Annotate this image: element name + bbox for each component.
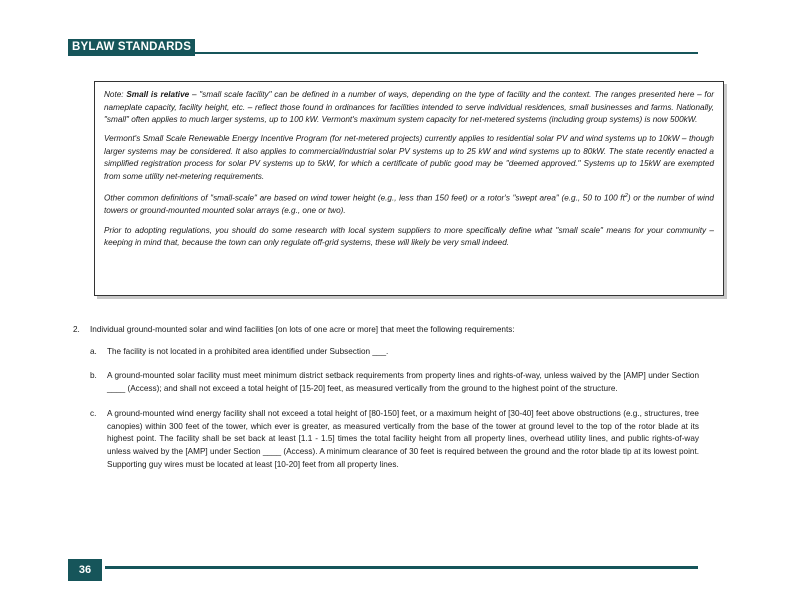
note-paragraph-1: Note: Small is relative – "small scale facility" can be defined in a number of ways, depending on the type of facility and the context. The ranges presented here – for nameplate capacity, facility height, etc. – reflect those found in ordinances for facilities intended to serve individual residences, small businesses and farms. Nationally, "small" often applies to much larger systems, up to 100 kW. Vermont's maximum system capacity for net-metered systems (including group systems) is now 500kW. bbox=[104, 90, 714, 125]
note-emphasis: Small is relative bbox=[126, 90, 190, 99]
subitem-c bbox=[90, 408, 699, 472]
subitem-letter: a. bbox=[90, 346, 97, 356]
subitem-letter: b. bbox=[90, 371, 97, 381]
note-box bbox=[94, 81, 724, 296]
requirements-list bbox=[73, 324, 699, 471]
subitem-b bbox=[90, 370, 699, 395]
list-item-text: Individual ground-mounted solar and wind facilities [on lots of one acre or more] that meet the following requirements: bbox=[90, 325, 515, 334]
subitem-text: The facility is not located in a prohibited area identified under Subsection ___. bbox=[107, 346, 389, 356]
subitem-letter: c. bbox=[90, 408, 97, 418]
footer-rule bbox=[105, 566, 698, 569]
note-paragraph-2: Vermont's Small Scale Renewable Energy Incentive Program (for net-metered projects) currently applies to residential solar PV and wind systems up to 10kW – though larger systems may be considered. It also applies to commercial/industrial solar PV systems up to 25 kW and wind systems up to 80kW. The state recently enacted a simplified registration process for solar PV systems up to 5kW, for which a certificate of public good may be "deemed approved." Systems up to 15kW are exempted from some utility net-metering requirements. bbox=[104, 134, 714, 182]
subitem-a bbox=[90, 346, 699, 359]
list-item-2 bbox=[73, 324, 699, 471]
page-number: 36 bbox=[68, 559, 102, 581]
subitem-text: A ground-mounted solar facility must meet minimum district setback requirements from property lines and rights-of-way, unless waived by the [AMP] under Section ____ (Access); and shall not exceed a total height of [15-20] feet, as measured vertically from the ground to the highest point of the structure. bbox=[107, 371, 699, 394]
note-paragraph-3: Other common definitions of "small-scale" are based on wind tower height (e.g., less than 150 feet) or a rotor's "swept area" (e.g., 50 to 100 $ft^2$) or the number of wind towers or ground-mounted mounted solar arrays (e.g., one or two). bbox=[104, 193, 714, 216]
subitem-text: A ground-mounted wind energy facility shall not exceed a total height of [80-150] feet, or a maximum height of [30-40] feet above obstructions (e.g., structures, tree canopies) within 300 feet of the tower, which ever is greater, as measured vertically from the base of the tower at ground level to the top of the rotor blade at its highest point. The facility shall be set back at least [1.1 - 1.5] times the total facility height from all property lines, overhead utility lines, and public rights-of-way unless waived by the [AMP] under Section ____ (Access). A minimum clearance of 30 feet is required between the ground and the rotor blade tip at its lowest point. Supporting guy wires must be located at least [10-20] feet from all property lines. bbox=[107, 408, 699, 469]
section-header-label: BYLAW STANDARDS bbox=[68, 39, 195, 56]
list-number: 2. bbox=[73, 325, 80, 334]
note-paragraph-4: Prior to adopting regulations, you should do some research with local system suppliers to more specifically define what "small scale" means for your community – keeping in mind that, because the town can only regulate off-grid systems, these will likely be very small indeed. bbox=[104, 225, 714, 248]
header-rule bbox=[192, 52, 698, 54]
